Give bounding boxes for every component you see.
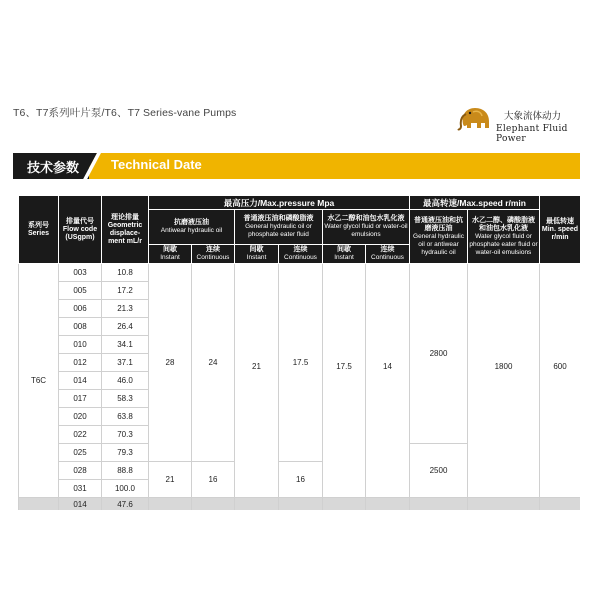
- displacement-cell: 10.8: [102, 264, 149, 282]
- series-cell: T6C: [19, 264, 59, 498]
- spec-table: [18, 195, 580, 510]
- empty-cell: [149, 498, 192, 511]
- header-speed-water: [468, 210, 540, 264]
- header-water: [323, 210, 410, 245]
- gen-continuous-a-cell: 17.5: [279, 264, 323, 462]
- header-series-en: Series: [27, 229, 50, 237]
- header-aw-instant-en: Instant: [160, 254, 180, 261]
- header-general-cn: 普通液压油和磷酸脂液: [243, 215, 314, 222]
- header-aw-continuous-cn: 连续: [206, 246, 220, 253]
- empty-cell: [366, 498, 410, 511]
- brand: [496, 108, 600, 144]
- aw-continuous-b-cell: 16: [192, 462, 235, 498]
- section-banner: [13, 153, 580, 179]
- flow-code-cell: 006: [59, 300, 102, 318]
- displacement-cell: 47.6: [102, 498, 149, 511]
- min-speed-cell: 600: [540, 264, 581, 498]
- header-water-cn: 水乙二醇和油包水乳化液: [327, 215, 405, 222]
- gen-continuous-b-cell: 16: [279, 462, 323, 498]
- brand-name-en: Elephant Fluid Power: [496, 124, 568, 144]
- header-water-instant: [323, 245, 366, 264]
- header-aw-instant: [149, 245, 192, 264]
- header-min-speed-en: Min. speed r/min: [541, 225, 579, 241]
- empty-cell: [192, 498, 235, 511]
- water-continuous-cell: 14: [366, 264, 410, 498]
- header-gen-instant-cn: 间歇: [249, 246, 264, 253]
- header-water-en: Water glycol fluid or water-oil emulsions: [324, 223, 408, 238]
- table-row: [19, 264, 581, 282]
- section-label-cn: 技术参数: [27, 161, 80, 176]
- header-geometric-displacement: [102, 196, 149, 264]
- displacement-cell: 100.0: [102, 480, 149, 498]
- header-speed-general-en: General hydraulic oil or antiwear hydraulic oil: [413, 232, 464, 256]
- header-max-speed: 最高转速/Max.speed r/min: [410, 196, 540, 210]
- header-general-en: General hydraulic oil or phosphate eater fluid: [245, 223, 312, 238]
- header-water-continuous-en: Continuous: [371, 254, 404, 261]
- displacement-cell: 88.8: [102, 462, 149, 480]
- header-water-instant-en: Instant: [334, 254, 354, 261]
- empty-cell: [410, 498, 468, 511]
- gen-instant-cell: 21: [235, 264, 279, 498]
- series-cell-next: [19, 498, 59, 511]
- empty-cell: [323, 498, 366, 511]
- header-antiwear-en: Antiwear hydraulic oil: [160, 227, 223, 234]
- header-speed-general: [410, 210, 468, 264]
- empty-cell: [468, 498, 540, 511]
- header-max-pressure: 最高压力/Max.pressure Mpa: [149, 196, 410, 210]
- header-min-speed-cn: 最低转速: [546, 217, 574, 225]
- displacement-cell: 21.3: [102, 300, 149, 318]
- flow-code-cell: 017: [59, 390, 102, 408]
- aw-instant-b-cell: 21: [149, 462, 192, 498]
- header-water-continuous: [366, 245, 410, 264]
- flow-code-cell: 028: [59, 462, 102, 480]
- displacement-cell: 26.4: [102, 318, 149, 336]
- header-geo-en: Geometric displace-ment mL/r: [107, 221, 143, 245]
- displacement-cell: 63.8: [102, 408, 149, 426]
- flow-code-cell: 022: [59, 426, 102, 444]
- elephant-logo-icon: [457, 104, 493, 132]
- displacement-cell: 79.3: [102, 444, 149, 462]
- table-row: [19, 498, 581, 511]
- page-title: T6、T7系列叶片泵/T6、T7 Series-vane Pumps: [13, 107, 237, 119]
- empty-cell: [279, 498, 323, 511]
- empty-cell: [235, 498, 279, 511]
- speed-general-b-cell: 2500: [410, 444, 468, 498]
- aw-continuous-a-cell: 24: [192, 264, 235, 462]
- header-general: [235, 210, 323, 245]
- header-aw-instant-cn: 间歇: [163, 246, 177, 253]
- flow-code-cell: 010: [59, 336, 102, 354]
- header-speed-general-cn: 普通液压油和抗磨液压油: [414, 216, 463, 232]
- header-gen-continuous-cn: 连续: [293, 246, 308, 253]
- flow-code-cell: 031: [59, 480, 102, 498]
- header-aw-continuous: [192, 245, 235, 264]
- flow-code-cell: 025: [59, 444, 102, 462]
- header-series: [19, 196, 59, 264]
- flow-code-cell: 005: [59, 282, 102, 300]
- header-gen-instant: [235, 245, 279, 264]
- displacement-cell: 70.3: [102, 426, 149, 444]
- flow-code-cell: 008: [59, 318, 102, 336]
- displacement-cell: 34.1: [102, 336, 149, 354]
- header-antiwear-cn: 抗磨液压油: [174, 219, 209, 226]
- flow-code-cell: 014: [59, 498, 102, 511]
- header-antiwear: [149, 210, 235, 245]
- header-gen-instant-en: Instant: [246, 254, 267, 261]
- header-min-speed: [540, 196, 581, 264]
- displacement-cell: 46.0: [102, 372, 149, 390]
- header-gen-continuous-en: Continuous: [284, 254, 317, 261]
- water-instant-cell: 17.5: [323, 264, 366, 498]
- header-geo-cn: 理论排量: [111, 213, 139, 221]
- header-flow-cn: 排量代号: [66, 217, 94, 225]
- spec-table-container: [18, 195, 580, 510]
- empty-cell: [540, 498, 581, 511]
- header-flow-code: [59, 196, 102, 264]
- header-water-instant-cn: 间歇: [337, 246, 351, 253]
- speed-general-a-cell: 2800: [410, 264, 468, 444]
- displacement-cell: 17.2: [102, 282, 149, 300]
- displacement-cell: 37.1: [102, 354, 149, 372]
- flow-code-cell: 014: [59, 372, 102, 390]
- displacement-cell: 58.3: [102, 390, 149, 408]
- header-gen-continuous: [279, 245, 323, 264]
- header-series-cn: 系列号: [28, 221, 49, 229]
- flow-code-cell: 003: [59, 264, 102, 282]
- header-aw-continuous-en: Continuous: [196, 254, 230, 261]
- header-speed-water-cn: 水乙二醇、磷酸脂液和油包水乳化液: [472, 216, 535, 232]
- header-flow-en: Flow code (USgpm): [62, 225, 98, 241]
- header-water-continuous-cn: 连续: [380, 246, 395, 253]
- speed-water-cell: 1800: [468, 264, 540, 498]
- brand-name-cn: 大象流体动力: [504, 111, 562, 122]
- header-speed-water-en: Water glycol fluid or phosphate eater fluid or water-oil emulsions: [469, 232, 538, 256]
- flow-code-cell: 020: [59, 408, 102, 426]
- flow-code-cell: 012: [59, 354, 102, 372]
- aw-instant-a-cell: 28: [149, 264, 192, 462]
- section-label-en: Technical Date: [111, 157, 202, 172]
